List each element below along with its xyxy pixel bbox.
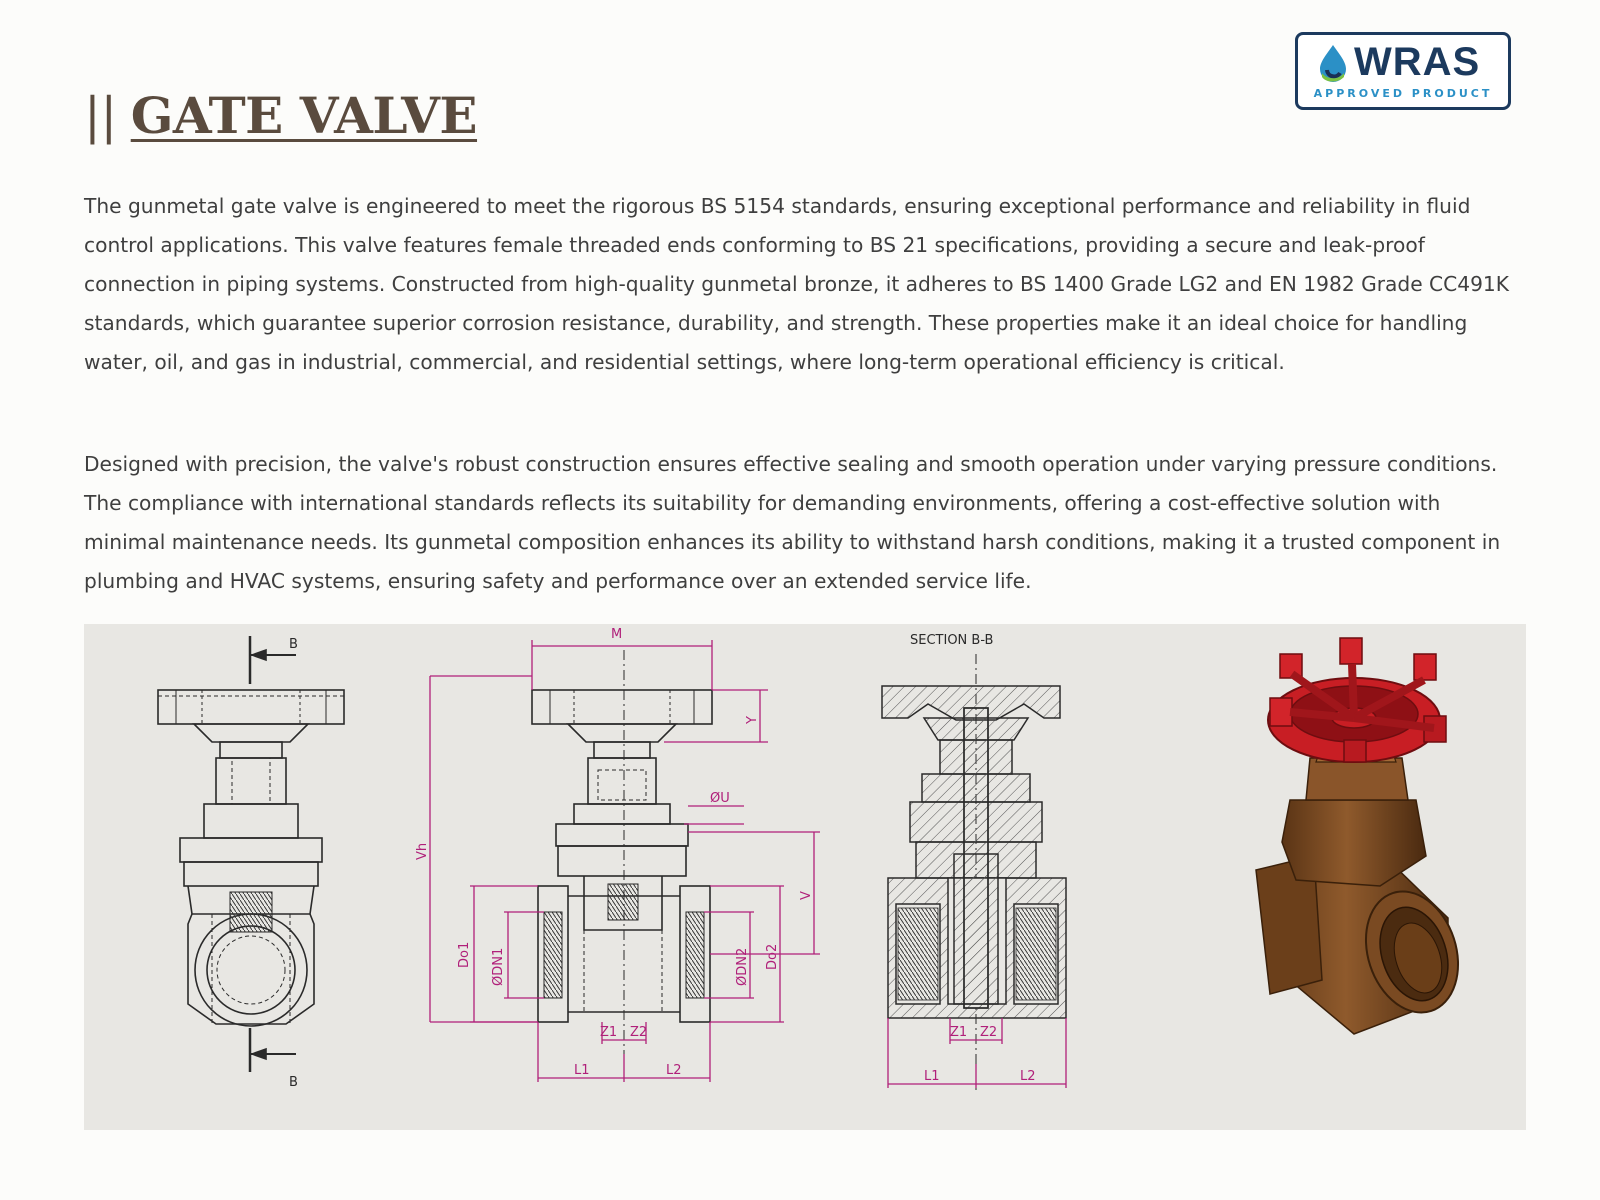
description-paragraph-2: Designed with precision, the valve's robust construction ensures effective sealing and smooth operation under varying pressure conditions. The compliance with international standards reflects its suitability for demanding environments, offering a cost-effective solution with minimal maintenance needs. Its gunmetal composition enhances its ability to withstand harsh conditions, making it a trusted component in plumbing and HVAC systems, ensuring safety and performance over an extended service life. xyxy=(84,452,1501,593)
dimension-lines xyxy=(430,640,820,1082)
section-view xyxy=(882,633,1066,1094)
section-dimension-labels xyxy=(924,1025,1036,1084)
dim-dn1-label: ØDN1 xyxy=(491,947,506,986)
dim-y-label: Y xyxy=(745,716,760,724)
dim-vh-label: Vh xyxy=(415,842,430,860)
page-title xyxy=(84,86,477,145)
dim-dn2-label: ØDN2 xyxy=(735,947,750,986)
section-title: SECTION B-B xyxy=(910,633,994,648)
wras-approved-badge xyxy=(1295,32,1511,110)
valve-drawings xyxy=(84,624,1526,1130)
dimension-labels xyxy=(415,627,814,1078)
description-paragraph-1: The gunmetal gate valve is engineered to meet the rigorous BS 5154 standards, ensuring exceptional performance and reliability in fluid control applications. This valve features female threaded ends conforming to BS 21 specifications, providing a secure and leak-proof connection in piping systems. Constructed from high-quality gunmetal bronze, it adheres to BS 1400 Grade LG2 and EN 1982 Grade CC491K standards, which guarantee superior corrosion resistance, durability, and strength. These properties make it an ideal choice for handling water, oil, and gas in industrial, commercial, and residential settings, where long-term operational efficiency is critical. xyxy=(84,194,1510,374)
front-view xyxy=(532,650,712,1054)
dim-z1-label: Z1 xyxy=(600,1025,618,1040)
technical-drawing-panel xyxy=(84,624,1526,1130)
section-l1-label: L1 xyxy=(924,1069,940,1084)
section-l2-label: L2 xyxy=(1020,1069,1036,1084)
side-view xyxy=(158,636,344,1090)
water-drop-icon xyxy=(1316,43,1350,83)
section-marker-top: B xyxy=(289,637,298,652)
dim-u-label: ØU xyxy=(710,791,730,806)
dim-l1-label: L1 xyxy=(574,1063,590,1078)
section-z1-label: Z1 xyxy=(950,1025,968,1040)
dim-l2-label: L2 xyxy=(666,1063,682,1078)
section-z2-label: Z2 xyxy=(980,1025,998,1040)
dim-do2-label: Do2 xyxy=(765,943,780,970)
title-text: GATE VALVE xyxy=(130,86,478,145)
title-bars: || xyxy=(84,87,117,145)
section-dimension-lines xyxy=(888,1018,1066,1088)
badge-brand: WRAS xyxy=(1354,40,1481,84)
dim-v-label: V xyxy=(799,891,814,900)
dim-z2-label: Z2 xyxy=(630,1025,648,1040)
dim-do1-label: Do1 xyxy=(457,941,472,968)
section-marker-bottom: B xyxy=(289,1075,298,1090)
dim-m-label: M xyxy=(611,627,623,642)
badge-subtitle: APPROVED PRODUCT xyxy=(1313,87,1493,100)
valve-3d-render xyxy=(1256,638,1473,1034)
